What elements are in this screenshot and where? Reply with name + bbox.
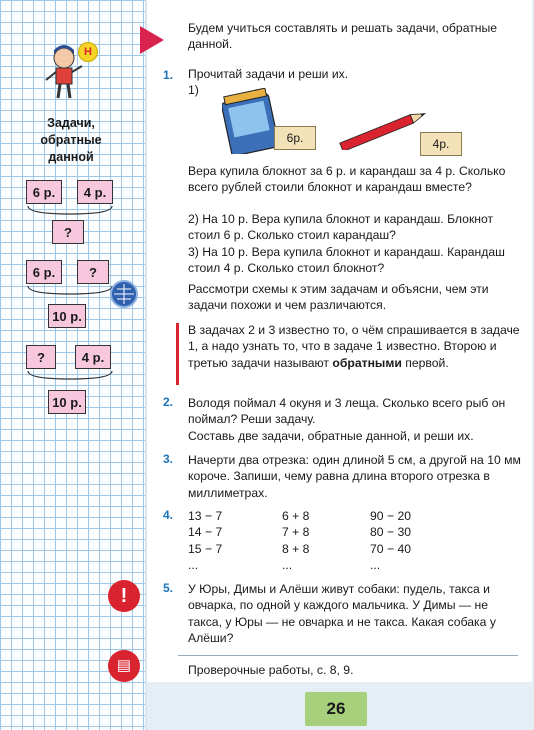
task1-sub1: 1) bbox=[188, 83, 199, 97]
scheme1-brace bbox=[26, 204, 116, 218]
task1-problem1: Вера купила блокнот за 6 р. и карандаш за 4 р. Сколько всего рублей стоили блокнот и карандаш вместе? bbox=[188, 164, 506, 195]
task2-text2: Составь две задачи, обратные данной, и реши их. bbox=[188, 429, 474, 443]
scheme2-part-b: ? bbox=[77, 260, 109, 284]
task5-text: У Юры, Димы и Алёши живут собаки: пудель, такса и овчарка, по одной у каждого мальчика. У Димы — не такса, у Юры — не овчарка и не такса. Какая собака у Алёши? bbox=[188, 582, 496, 645]
level-badge: Н bbox=[78, 42, 98, 62]
bookmark-triangle-icon bbox=[140, 26, 166, 54]
scheme3-part-a: ? bbox=[26, 345, 56, 369]
book-icon[interactable]: ▤ bbox=[108, 650, 140, 682]
task4-column-1 bbox=[188, 508, 222, 573]
expression: ... bbox=[370, 557, 381, 572]
expression: ... bbox=[282, 557, 293, 572]
note-marker-line bbox=[176, 323, 179, 385]
globe-grid bbox=[114, 284, 134, 304]
task1-title: Прочитай задачи и реши их. bbox=[188, 67, 349, 81]
expression: 13 − 7 bbox=[188, 509, 223, 523]
scheme2-part-a: 6 р. bbox=[26, 260, 62, 284]
scheme2-sum: 10 р. bbox=[48, 304, 86, 328]
topic-line: данной bbox=[48, 150, 94, 164]
expression: 14 − 7 bbox=[188, 525, 223, 540]
task3-text: Начерти два отрезка: один длиной 5 см, а другой на 10 мм короче. Запиши, чему равна длина второго отрезка в миллиметрах. bbox=[188, 453, 521, 500]
task3-number: 3. bbox=[163, 452, 174, 466]
pencil-price-tag: 4р. bbox=[420, 132, 462, 156]
topic-line: Задачи, bbox=[47, 116, 95, 130]
task2-text: Володя поймал 4 окуня и 3 леща. Сколько всего рыб он поймал? Реши задачу. bbox=[188, 396, 506, 427]
scheme3-brace bbox=[26, 369, 116, 383]
rule-note bbox=[188, 322, 523, 371]
footer-divider bbox=[178, 655, 518, 656]
rule-note-text: В задачах 2 и 3 известно то, о чём спрашивается в задаче 1, а надо узнать то, что в задаче 1 известно. Второю и третью задачи называют bbox=[188, 323, 520, 370]
rule-note-tail: первой. bbox=[405, 355, 449, 370]
notebook-price-tag: 6р. bbox=[274, 126, 316, 150]
topic-title bbox=[6, 115, 136, 166]
expression: 70 − 40 bbox=[370, 541, 412, 556]
expression: 7 + 8 bbox=[282, 525, 310, 540]
task1-problem2: 2) На 10 р. Вера купила блокнот и карандаш. Блокнот стоил 6 р. Сколько стоил карандаш? bbox=[188, 212, 494, 243]
rule-note-term: обратными bbox=[332, 355, 402, 370]
task1-question: Рассмотри схемы к этим задачам и объясни, чем эти задачи похожи и чем различаются. bbox=[188, 282, 489, 313]
grid-sidebar bbox=[0, 0, 145, 730]
scheme1-part-b: 4 р. bbox=[77, 180, 113, 204]
task4-column-3 bbox=[370, 508, 411, 573]
scheme3-part-b: 4 р. bbox=[75, 345, 111, 369]
scheme3-sum: 10 р. bbox=[48, 390, 86, 414]
page-number: 26 bbox=[305, 692, 367, 726]
task4-number: 4. bbox=[163, 508, 174, 522]
scheme2-brace bbox=[26, 284, 116, 298]
expression: ... bbox=[188, 557, 199, 572]
expression: 15 − 7 bbox=[188, 541, 223, 556]
expression: 8 + 8 bbox=[282, 541, 310, 556]
task4-column-2 bbox=[282, 508, 309, 573]
notebook-illustration bbox=[222, 88, 280, 154]
scheme1-sum: ? bbox=[52, 220, 84, 244]
topic-line: обратные bbox=[40, 133, 102, 147]
scheme1-part-a: 6 р. bbox=[26, 180, 62, 204]
expression: 6 + 8 bbox=[282, 509, 310, 523]
expression: 80 − 30 bbox=[370, 525, 412, 540]
task5-number: 5. bbox=[163, 581, 174, 595]
task1-problem3: 3) На 10 р. Вера купила блокнот и карандаш. Карандаш стоил 4 р. Сколько стоил блокнот? bbox=[188, 245, 505, 276]
attention-icon[interactable]: ! bbox=[108, 580, 140, 612]
intro-text: Будем учиться составлять и решать задачи, обратные данной. bbox=[188, 21, 498, 52]
footer-text: Проверочные работы, с. 8, 9. bbox=[188, 663, 354, 677]
task2-number: 2. bbox=[163, 395, 174, 409]
task1-number: 1. bbox=[163, 68, 174, 82]
expression: 90 − 20 bbox=[370, 509, 412, 523]
